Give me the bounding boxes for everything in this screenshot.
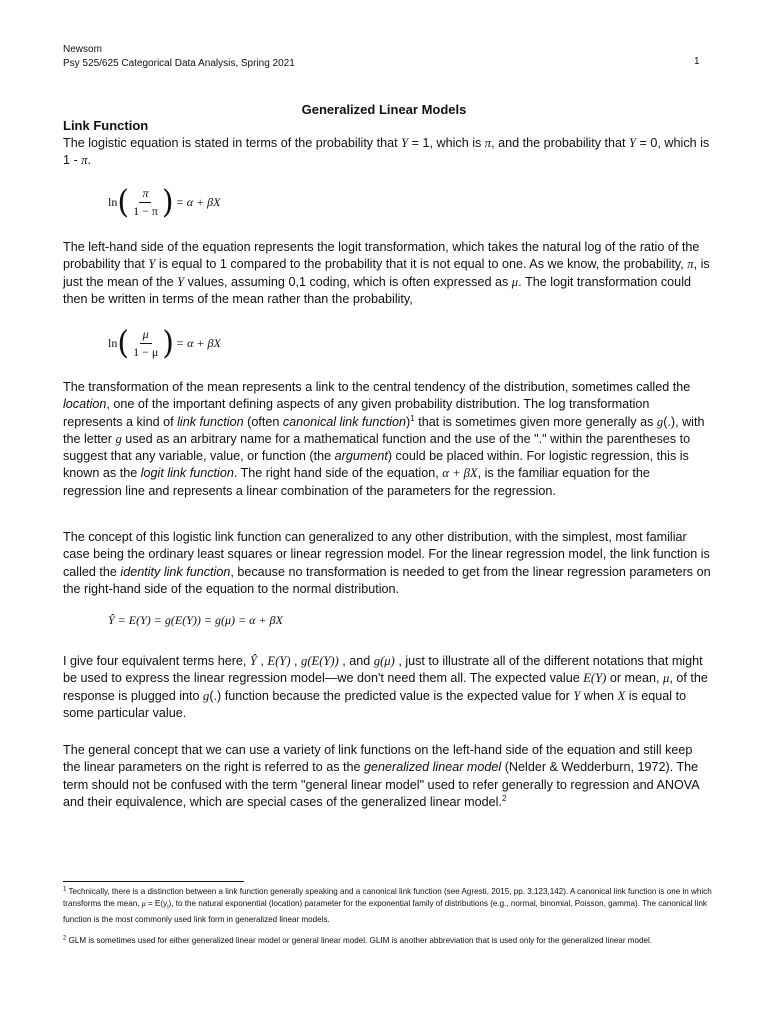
- header-course: Psy 525/625 Categorical Data Analysis, Spring 2021: [63, 57, 295, 69]
- paragraph-2: The left-hand side of the equation represents the logit transformation, which takes the natural log of the ratio of the probability that Y is equal to 1 compared to the probability that it is not equal to one. As we know, the probability, π, is just the mean of the Y values, assuming 0,1 coding, which is often expressed as μ. The logit transformation could then be written in terms of the mean rather than the probability,: [63, 240, 710, 306]
- paragraph-6: The general concept that we can use a variety of link functions on the left-hand side of the equation and still keep the linear parameters on the right is referred to as the generalized linear model (Nelder & Wedderburn, 1972). The term should not be confused with the term "general linear model" used to refer generally to regression and ANOVA and their equivalence, which are special cases of the generalized linear model.$^2$: [63, 743, 699, 809]
- equation-logit-mean: ln ( $\frac{\mu}{1 - \mu}$ ) = α + βX: [108, 324, 221, 362]
- footnote-2: $^2$ GLM is sometimes used for either generalized linear model or general linear model. GLIM is another abbreviation that is used only for the generalized linear model.: [63, 935, 653, 945]
- equation-logit: ln ( $\frac{\pi}{1 - \pi}$ ) = α + βX: [108, 183, 221, 221]
- equation-identity-link: Ŷ = E(Y) = g(E(Y)) = g(μ) = α + βX: [108, 613, 283, 627]
- running-header: [63, 43, 295, 70]
- paragraph-1: The logistic equation is stated in terms of the probability that Y = 1, which is π, and the probability that Y = 0, which is 1 - π.: [63, 136, 710, 168]
- paragraph-5: I give four equivalent terms here, Ŷ , E(Y) , g(E(Y)) , and g(μ) , just to illustrate all of the different notations that might be used to express the linear regression model—we don't need them all. The expected value E(Y) or mean, μ, of the response is plugged into g(.) function because the predicted value is the expected value for Y when X is equal to some particular value.: [63, 654, 708, 720]
- section-heading: Link Function: [63, 118, 149, 133]
- page-title: Generalized Linear Models: [301, 102, 467, 117]
- fraction: $\frac{\pi}{1 - \pi}$: [133, 186, 158, 218]
- fraction: $\frac{\mu}{1 - \mu}$: [133, 327, 159, 359]
- footnote-divider: [63, 881, 244, 882]
- page-number: 1: [694, 56, 700, 67]
- footnote-1: $^1$ Technically, there is a distinction between a link function generally speaking and a canonical link function (see Agresti, 2015, pp. 3,123,142). A canonical link function is one in which transforms the mean, $\mu = E(y_i)$, to the natural exponential (location) parameter for the exponential family of distributions (e.g., normal, binomial, Poisson, gamma). The canonical link function is the most commonly used link form in generalized linear models.: [63, 886, 712, 924]
- paragraph-3: The transformation of the mean represents a link to the central tendency of the distribution, sometimes called the location, one of the important defining aspects of any given probability distribution. The log transformation represents a kind of link function (often canonical link function)$^1$ that is sometimes given more generally as g(.), with the letter g used as an arbitrary name for a mathematical function and the use of the "." within the parentheses to suggest that any variable, value, or function (the argument) could be placed within. For logistic regression, this is known as the logit link function. The right hand side of the equation, α + βX, is the familiar equation for the regression line and represents a linear combination of the parameters for the regression.: [63, 380, 705, 498]
- header-author: Newsom: [63, 44, 102, 55]
- paragraph-4: The concept of this logistic link function can generalized to any other distribution, with the simplest, most familiar case being the ordinary least squares or linear regression model. For the linear regression model, the link function is called the identity link function, because no transformation is needed to get from the linear regression parameters on the right-hand side of the equation to the normal distribution.: [63, 530, 711, 596]
